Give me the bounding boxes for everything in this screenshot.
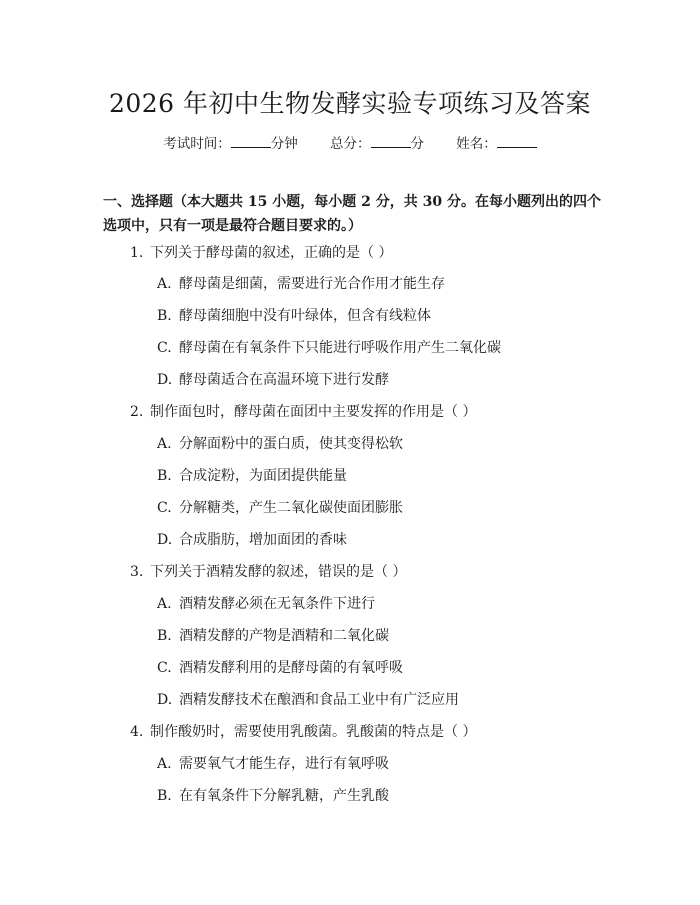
time-unit: 分钟: [270, 136, 298, 152]
question-number: 1.: [130, 245, 144, 261]
option-text: 在有氧条件下分解乳糖，产生乳酸: [179, 788, 389, 804]
question-number: 2.: [130, 404, 144, 420]
question-2: [130, 402, 476, 422]
option-letter: B.: [157, 468, 172, 484]
option-4b[interactable]: [157, 786, 389, 806]
option-2a[interactable]: [157, 434, 403, 454]
option-3c[interactable]: [157, 658, 403, 678]
option-text: 分解面粉中的蛋白质，使其变得松软: [179, 436, 403, 452]
question-text: 制作酸奶时，需要使用乳酸菌。乳酸菌的特点是（ ）: [150, 724, 477, 740]
option-letter: A.: [157, 276, 172, 292]
name-field: [456, 136, 537, 152]
option-text: 需要氧气才能生存，进行有氧呼吸: [179, 756, 389, 772]
option-letter: D.: [157, 532, 173, 548]
option-3d[interactable]: [157, 690, 459, 710]
option-1a[interactable]: [157, 274, 445, 294]
option-text: 酵母菌适合在高温环境下进行发酵: [179, 372, 389, 388]
option-1b[interactable]: [157, 306, 431, 326]
section-heading: 一、选择题（本大题共 15 小题，每小题 2 分，共 30 分。在每小题列出的四个选项中，只有一项是最符合题目要求的。）: [103, 194, 601, 234]
time-label: 考试时间：: [163, 136, 231, 152]
question-text: 下列关于酒精发酵的叙述，错误的是（ ）: [150, 564, 407, 580]
option-text: 合成淀粉，为面团提供能量: [179, 468, 347, 484]
option-1c[interactable]: [157, 338, 501, 358]
exam-meta: [0, 132, 700, 152]
score-blank[interactable]: [371, 135, 411, 148]
score-label: 总分：: [330, 136, 371, 152]
option-text: 合成脂肪，增加面团的香味: [179, 532, 347, 548]
score-unit: 分: [410, 136, 424, 152]
option-text: 酒精发酵利用的是酵母菌的有氧呼吸: [179, 660, 403, 676]
option-letter: C.: [157, 500, 172, 516]
question-3: [130, 562, 406, 582]
option-text: 酒精发酵的产物是酒精和二氧化碳: [179, 628, 389, 644]
question-1: [130, 243, 392, 263]
option-letter: B.: [157, 788, 172, 804]
option-letter: A.: [157, 436, 172, 452]
name-label: 姓名：: [456, 136, 497, 152]
name-blank[interactable]: [497, 135, 537, 148]
option-2c[interactable]: [157, 498, 403, 518]
question-number: 4.: [130, 724, 144, 740]
option-letter: A.: [157, 596, 172, 612]
option-4a[interactable]: [157, 754, 389, 774]
option-text: 分解糖类，产生二氧化碳使面团膨胀: [179, 500, 403, 516]
time-field: [163, 136, 302, 152]
option-letter: C.: [157, 340, 172, 356]
page-title: 2026 年初中生物发酵实验专项练习及答案: [108, 89, 592, 118]
option-letter: A.: [157, 756, 172, 772]
option-letter: C.: [157, 660, 172, 676]
option-letter: D.: [157, 372, 173, 388]
option-3a[interactable]: [157, 594, 375, 614]
option-letter: B.: [157, 628, 172, 644]
option-text: 酵母菌细胞中没有叶绿体，但含有线粒体: [179, 308, 431, 324]
option-letter: D.: [157, 692, 173, 708]
option-1d[interactable]: [157, 370, 389, 390]
option-letter: B.: [157, 308, 172, 324]
option-text: 酵母菌在有氧条件下只能进行呼吸作用产生二氧化碳: [179, 340, 501, 356]
option-2d[interactable]: [157, 530, 347, 550]
time-blank[interactable]: [231, 135, 271, 148]
option-text: 酵母菌是细菌，需要进行光合作用才能生存: [179, 276, 445, 292]
option-3b[interactable]: [157, 626, 389, 646]
option-text: 酒精发酵技术在酿酒和食品工业中有广泛应用: [179, 692, 459, 708]
question-text: 制作面包时，酵母菌在面团中主要发挥的作用是（ ）: [150, 404, 477, 420]
option-text: 酒精发酵必须在无氧条件下进行: [179, 596, 375, 612]
question-text: 下列关于酵母菌的叙述，正确的是（ ）: [150, 245, 393, 261]
question-4: [130, 722, 476, 742]
option-2b[interactable]: [157, 466, 347, 486]
score-field: [330, 136, 428, 152]
question-number: 3.: [130, 564, 144, 580]
